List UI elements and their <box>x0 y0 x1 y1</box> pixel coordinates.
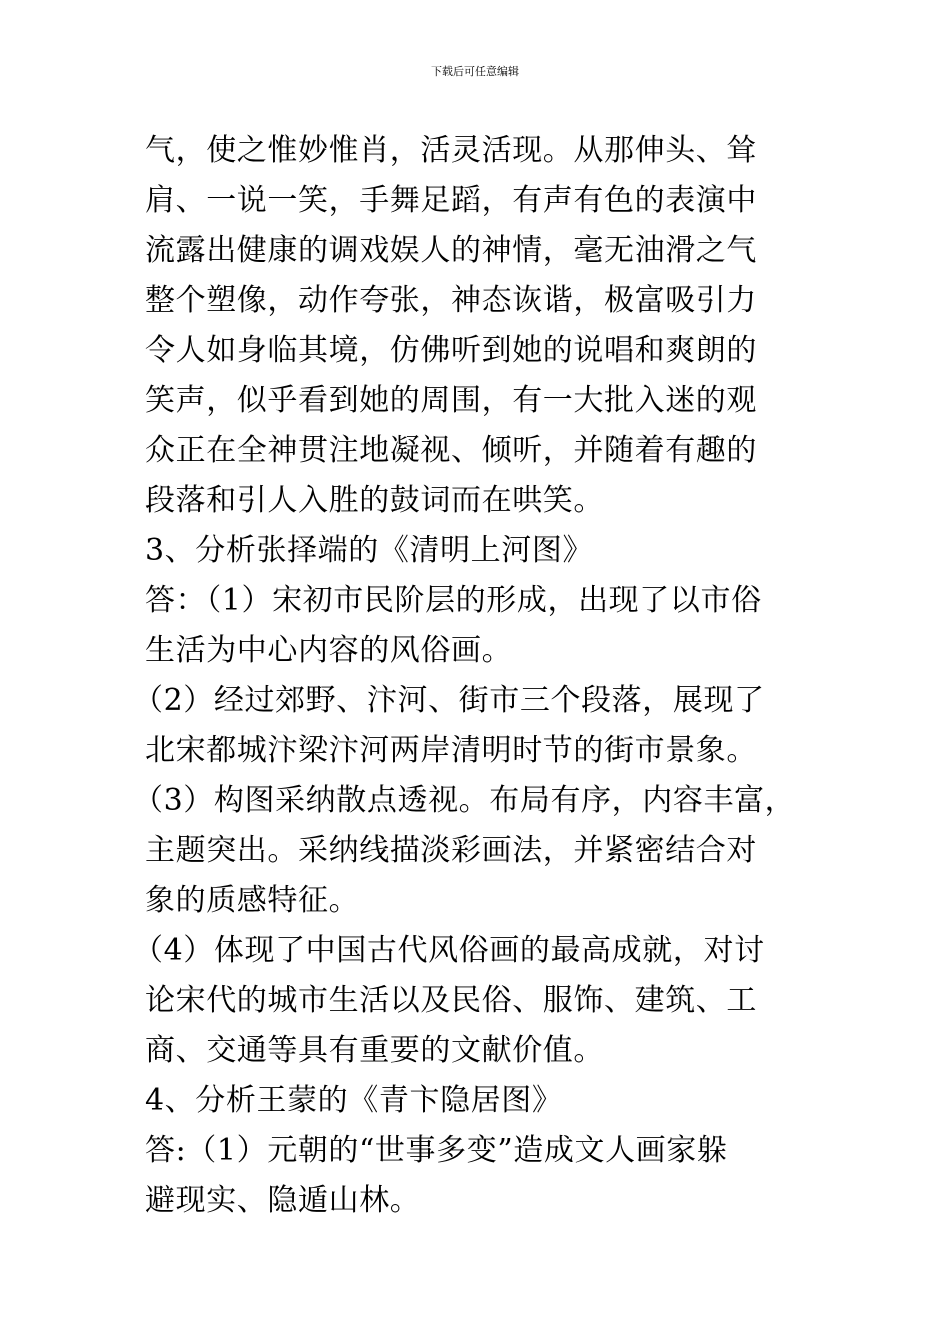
document-body <box>133 126 835 1226</box>
text-line: （2）经过郊野、汴河、街市三个段落，展现了 <box>133 683 765 718</box>
page-header: 下载后可任意编辑 <box>431 65 519 78</box>
text-line: 象的质感特征。 <box>145 883 360 918</box>
text-line: （3）构图采纳散点透视。布局有序，内容丰富， <box>133 783 796 818</box>
section-heading: 3、分析张择端的《清明上河图》 <box>145 533 594 568</box>
section-heading: 4、分析王蒙的《青卞隐居图》 <box>145 1083 563 1118</box>
text-line: 商、交通等具有重要的文献价值。 <box>145 1033 604 1068</box>
text-line: 肩、一说一笑，手舞足蹈，有声有色的表演中 <box>145 183 757 218</box>
text-line: 气，使之惟妙惟肖，活灵活现。从那伸头、耸 <box>145 133 757 168</box>
text-line: 论宋代的城市生活以及民俗、服饰、建筑、工 <box>145 983 757 1018</box>
text-line: 主题突出。采纳线描淡彩画法，并紧密结合对 <box>145 833 757 868</box>
text-line: 流露出健康的调戏娱人的神情，毫无油滑之气 <box>145 233 757 268</box>
text-line: 北宋都城汴梁汴河两岸清明时节的街市景象。 <box>145 733 757 768</box>
text-line: 笑声，似乎看到她的周围，有一大批入迷的观 <box>145 383 757 418</box>
text-line: 避现实、隐遁山林。 <box>145 1183 421 1218</box>
text-line: 令人如身临其境，仿佛听到她的说唱和爽朗的 <box>145 333 757 368</box>
text-line: （4）体现了中国古代风俗画的最高成就，对讨 <box>133 933 765 968</box>
text-line: 众正在全神贯注地凝视、倾听，并随着有趣的 <box>145 433 757 468</box>
text-line: 段落和引人入胜的鼓词而在哄笑。 <box>145 483 604 518</box>
text-line: 整个塑像，动作夸张，神态诙谐，极富吸引力 <box>145 283 757 318</box>
text-line: 生活为中心内容的风俗画。 <box>145 633 513 668</box>
text-line: 答：（1）宋初市民阶层的形成，出现了以市俗 <box>145 583 762 618</box>
text-line: 答:（1）元朝的“世事多变”造成文人画家躲 <box>145 1133 728 1168</box>
